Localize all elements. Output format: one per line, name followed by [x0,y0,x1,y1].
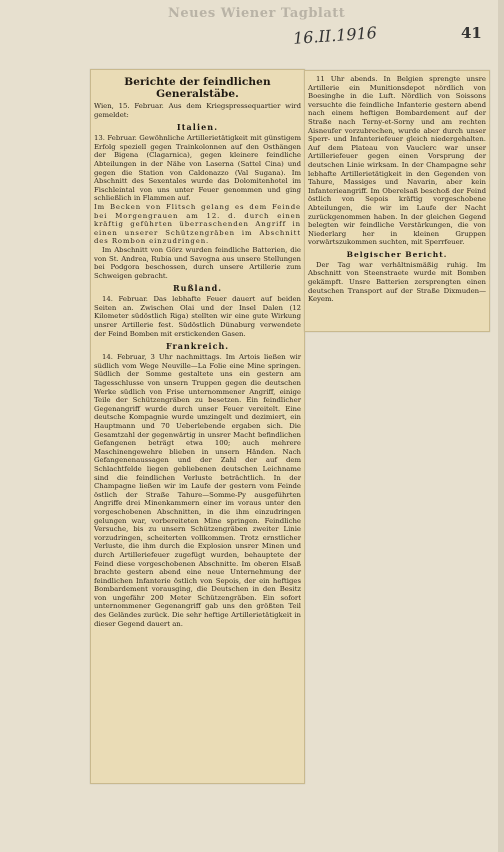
article-intro: Wien, 15. Februar. Aus dem Kriegspressequartier wird gemeldet: [94,102,301,119]
sheet-edge [498,0,504,852]
newspaper-stamp: Neues Wiener Tagblatt [168,6,346,21]
handwritten-date: 16.II.1916 [292,23,378,48]
clipping-left [90,69,305,784]
section-heading-belgium: Belgischer Bericht. [346,249,448,259]
section-heading-russia: Rußland. [173,283,222,294]
italy-paragraph-3: Im Abschnitt von Görz wurden feindliche Batterien, die von St. Andrea, Rubia und Savogna aus unsere Stellungen bei Podgora beschossen, durch unsere Artillerie zum Schweigen gebracht. [94,245,301,280]
russia-paragraph-1: 14. Februar. Das lebhafte Feuer dauert auf beiden Seiten an. Zwischen Olai und der Insel Dalen (12 Kilometer südöstlich Riga) stellten wir eine gute Wirkung unsrer Artillerie fest. Südöstlich Dünaburg verwendete der Feind Bomben mit erstickenden Gasen. [94,295,301,338]
italy-paragraph-2: Im Becken von Flitsch gelang es dem Feinde bei Morgengrauen am 12. d. durch einen kräftig geführten überraschenden Angriff in einen unserer Schützengräben im Abschnitt des Rombon einzudringen. [94,202,301,246]
france-paragraph-1: 14. Februar, 3 Uhr nachmittags. Im Artois ließen wir südlich vom Wege Neuville—La Folie eine Mine springen. Südlich der Somme gestaltete uns ein gestern am Tagesschlusse von unsern Truppen gegen die deutschen Werke südlich von Frise unternommener Angriff, einige Teile der Schützengräben zu besetzen. Ein feindlicher Gegenangriff wurde durch unser Feuer vereitelt. Eine deutsche Kompagnie wurde umzingelt und dezimiert, ein Hauptmann und 70 Ueberlebende ergaben sich. Die Gesamtzahl der gegenwärtig in unsrer Macht befindlichen Gefangenen beträgt etwa 100; auch mehrere Maschinengewehre blieben in unsern Händen. Nach Gefangenenaussagen und der Zahl der auf dem Schlachtfelde liegen gebliebenen deutschen Leichname sind die feindlichen Verluste beträchtlich. In der Champagne ließen wir im Laufe der gestern vom Feinde östlich der Straße Tahure—Somme-Py ausgeführten Angriffe drei Minenkammern einer im voraus unter den vorgeschobenen Abschnitten, in die ihm einzudringen gelungen war, vorbereiteten Mine springen. Feindliche Versuche, bis zu unsern Schützengräben zweiter Linie vorzudringen, scheiterten vollkommen. Trotz ernstlicher Verluste, die ihm durch die Explosion unsrer Minen und durch Artilleriefeuer zugefügt wurden, behauptete der Feind diese vorgeschobenen Abschnitte. Im oberen Elsaß brachte gestern abend eine neue Unternehmung der feindlichen Infanterie östlich von Sepois, der ein heftiges Bombardement vorausging, die Deutschen in den Besitz von ungefähr 200 Meter Schützengräben. Ein sofort unternommener Gegenangriff gab uns den größten Teil des Geländes zurück. Die sehr heftige Artillerietätigkeit in dieser Gegend dauert an. [94,353,301,628]
section-heading-france: Frankreich. [165,341,230,352]
clipping-right-content [308,75,486,304]
article-title: Berichte der feindlichen Generalstäbe. [124,76,271,100]
france-evening-paragraph: 11 Uhr abends. In Belgien sprengte unsre Artillerie ein Munitionsdepot nördlich von Boesinghe in die Luft. Nördlich von Soissons versuchte die feindliche Infanterie gestern abend nach einem heftigen Bombardement auf der Straße nach Terny-et-Sorny und am rechten Aisneufer vorzubrechen, wurde aber durch unser Sperr- und Infanteriefeuer gleich niedergehalten. Auf dem Plateau von Vauclerc war unser Artilleriefeuer gegen einen Vorsprung der deutschen Linie wirksam. In der Champagne sehr lebhafte Artillerietätigkeit in den Gegenden von Tahure, Massiges und Navarin, aber kein Infanterieangriff. Im Oberelsaß beschoß der Feind östlich von Sepois kräftig vorgeschobene Abteilungen, die wir im Laufe der Nacht zurückgenommen haben. In der gleichen Gegend belegten wir feindliche Verstärkungen, die von Niederlarg her in kleinen Gruppen vorwärtszukommen suchten, mit Sperrfeuer. [308,75,486,247]
italy-paragraph-1: 13. Februar. Gewöhnliche Artillerietätigkeit mit günstigem Erfolg speziell gegen Trainkolonnen auf den Osthängen der Bigena (Clagarnica), gegen kleinere feindliche Abteilungen in der Nähe von Laserna (Sattel Cina) und gegen die Station von Caldonazzo (Val Sugana). Im Abschnitt des Sexentales wurde das Dolomitenhotel im Fischleintal von uns unter Feuer genommen und ging schließlich in Flammen auf. [94,134,301,203]
belgium-paragraph-1: Der Tag war verhältnismäßig ruhig. Im Abschnitt von Steenstraete wurde mit Bomben gekämpft. Unsre Batterien zersprengten einen deutschen Transport auf der Straße Dixmuden—Keyem. [308,260,486,304]
clipping-left-content [94,72,301,628]
page-number: 41 [461,24,482,42]
clipping-right [304,70,490,332]
section-heading-italy: Italien. [176,122,219,133]
